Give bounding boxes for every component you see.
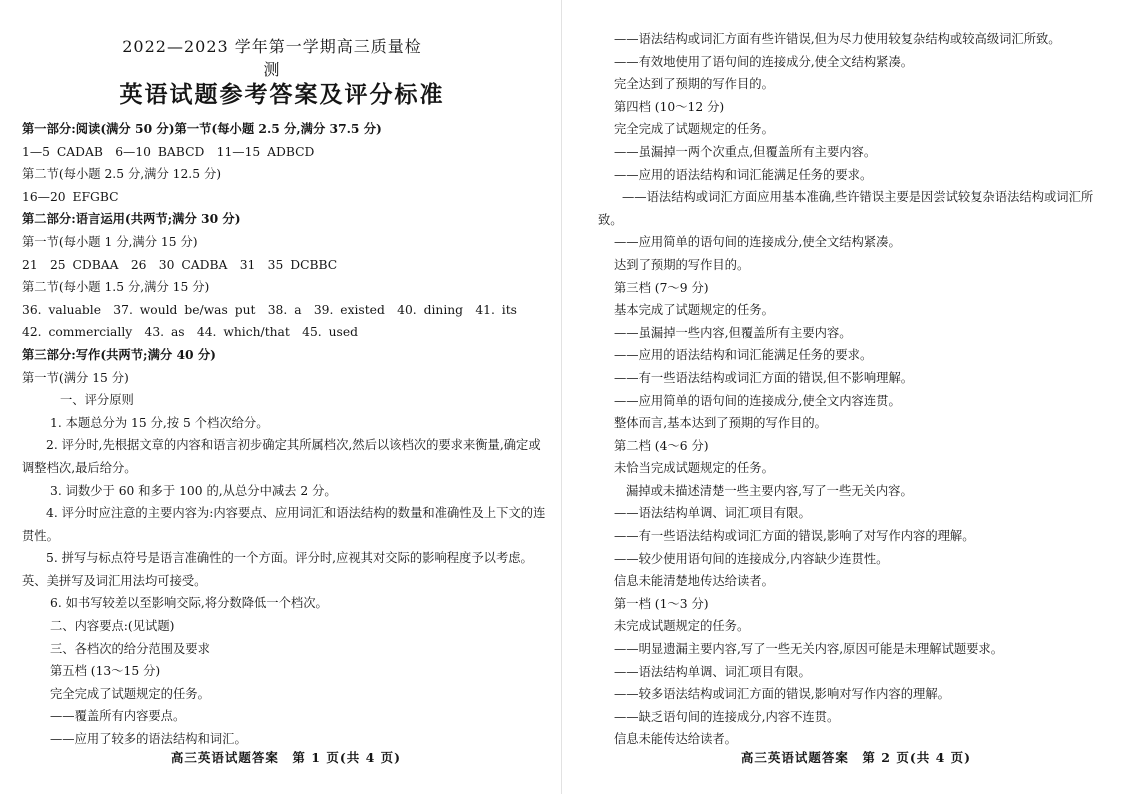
band4-line6: 达到了预期的写作目的。 [614, 257, 750, 272]
part2-section2-answers-line1: 36. valuable 37. would be/was put 38. a 39. existed 40. dining 41. its [22, 302, 517, 317]
band5-line1: 完全完成了试题规定的任务。 [50, 686, 210, 701]
band4-line5: ——应用简单的语句间的连接成分,使全文结构紧凑。 [614, 235, 901, 250]
answer-page-1 [22, 0, 550, 794]
exam-title: 英语试题参考答案及评分标准 [119, 81, 445, 108]
page-divider [561, 0, 562, 794]
band5-line5: ——有效地使用了语句间的连接成分,使全文结构紧凑。 [614, 54, 914, 69]
score-ranges-heading: 三、各档次的给分范围及要求 [50, 641, 210, 656]
rule-6: 6. 如书写较差以至影响交际,将分数降低一个档次。 [50, 596, 328, 611]
band3-line6: 整体而言,基本达到了预期的写作目的。 [614, 416, 827, 431]
page1-footer: 高三英语试题答案 第 1 页(共 4 页) [170, 750, 402, 765]
band2-line6: 信息未能清楚地传达给读者。 [614, 574, 774, 589]
band2-line4: ——有一些语法结构或词汇方面的错误,影响了对写作内容的理解。 [614, 529, 975, 544]
band2-line2: 漏掉或未描述清楚一些主要内容,写了一些无关内容。 [626, 483, 913, 498]
band2-line3: ——语法结构单调、词汇项目有限。 [614, 506, 811, 521]
band3-line5: ——应用简单的语句间的连接成分,使全文内容连贯。 [614, 393, 901, 408]
part2-section1-answers: 21 25 CDBAA 26 30 CADBA 31 35 DCBBC [22, 257, 338, 272]
part2-section2-answers-line2: 42. commercially 43. as 44. which/that 45. used [22, 325, 358, 340]
part1-section2-heading: 第二节(每小题 2.5 分,满分 12.5 分) [22, 167, 222, 182]
band5-line3: ——应用了较多的语法结构和词汇。 [50, 732, 247, 747]
band4-heading: 第四档 (10～12 分) [614, 99, 725, 114]
part2-section2-heading: 第二节(每小题 1.5 分,满分 15 分) [22, 280, 210, 295]
band3-heading: 第三档 (7～9 分) [614, 280, 709, 295]
band3-line3: ——应用的语法结构和词汇能满足任务的要求。 [614, 348, 873, 363]
part1-heading: 第一部分:阅读(满分 50 分)第一节(每小题 2.5 分,满分 37.5 分) [22, 121, 382, 136]
band5-line2: ——覆盖所有内容要点。 [50, 709, 186, 724]
part3-section1-heading: 第一节(满分 15 分) [22, 370, 129, 385]
rule-5: 5. 拼写与标点符号是语言准确性的一个方面。评分时,应视其对交际的影响程度予以考虑。英、美拼写及词汇用法均可接受。 [22, 551, 533, 588]
band2-line5: ——较少使用语句间的连接成分,内容缺少连贯性。 [614, 551, 889, 566]
page2-body [598, 28, 1114, 751]
content-points: 二、内容要点:(见试题) [50, 619, 175, 634]
part1-section1-answers: 1—5 CADAB 6—10 BABCD 11—15 ADBCD [22, 144, 315, 159]
band1-line1: 未完成试题规定的任务。 [614, 619, 750, 634]
band4-line3: ——应用的语法结构和词汇能满足任务的要求。 [614, 167, 873, 182]
band1-heading: 第一档 (1～3 分) [614, 596, 709, 611]
rule-2: 2. 评分时,先根据文章的内容和语言初步确定其所属档次,然后以该档次的要求来衡量,确定或调整档次,最后给分。 [22, 438, 541, 475]
band4-line2: ——虽漏掉一两个次重点,但覆盖所有主要内容。 [614, 144, 877, 159]
band3-line4: ——有一些语法结构或词汇方面的错误,但不影响理解。 [614, 370, 914, 385]
part1-section2-answers: 16—20 EFGBC [22, 189, 119, 204]
band2-heading: 第二档 (4～6 分) [614, 438, 709, 453]
band3-line1: 基本完成了试题规定的任务。 [614, 303, 774, 318]
band1-line6: 信息未能传达给读者。 [614, 732, 737, 747]
band1-line4: ——较多语法结构或词汇方面的错误,影响对写作内容的理解。 [614, 687, 950, 702]
band5-line6: 完全达到了预期的写作目的。 [614, 77, 774, 92]
part2-section1-heading: 第一节(每小题 1 分,满分 15 分) [22, 234, 198, 249]
page2-footer: 高三英语试题答案 第 2 页(共 4 页) [740, 750, 972, 765]
part3-heading: 第三部分:写作(共两节;满分 40 分) [22, 346, 216, 362]
band4-line1: 完全完成了试题规定的任务。 [614, 122, 774, 137]
rule-4: 4. 评分时应注意的主要内容为:内容要点、应用词汇和语法结构的数量和准确性及上下文的连贯性。 [22, 506, 546, 543]
band2-line1: 未恰当完成试题规定的任务。 [614, 461, 774, 476]
band3-line2: ——虽漏掉一些内容,但覆盖所有主要内容。 [614, 325, 852, 340]
band5-line4: ——语法结构或词汇方面有些许错误,但为尽力使用较复杂结构或较高级词汇所致。 [614, 32, 1061, 46]
part2-heading: 第二部分:语言运用(共两节;满分 30 分) [22, 211, 241, 227]
band1-line5: ——缺乏语句间的连接成分,内容不连贯。 [614, 709, 840, 724]
band5-heading: 第五档 (13～15 分) [50, 664, 161, 679]
rule-1: 1. 本题总分为 15 分,按 5 个档次给分。 [50, 415, 269, 430]
band4-line4: ——语法结构或词汇方面应用基本准确,些许错误主要是因尝试较复杂语法结构或词汇所致。 [598, 190, 1094, 227]
band1-line3: ——语法结构单调、词汇项目有限。 [614, 664, 811, 679]
principles-heading: 一、评分原则 [60, 393, 134, 408]
rule-3: 3. 词数少于 60 和多于 100 的,从总分中减去 2 分。 [50, 483, 337, 498]
page1-body [22, 118, 550, 751]
band1-line2: ——明显遗漏主要内容,写了一些无关内容,原因可能是未理解试题要求。 [614, 642, 1004, 657]
answer-page-2 [598, 0, 1114, 794]
exam-subtitle: 2022—2023 学年第一学期高三质量检测 [122, 37, 422, 79]
